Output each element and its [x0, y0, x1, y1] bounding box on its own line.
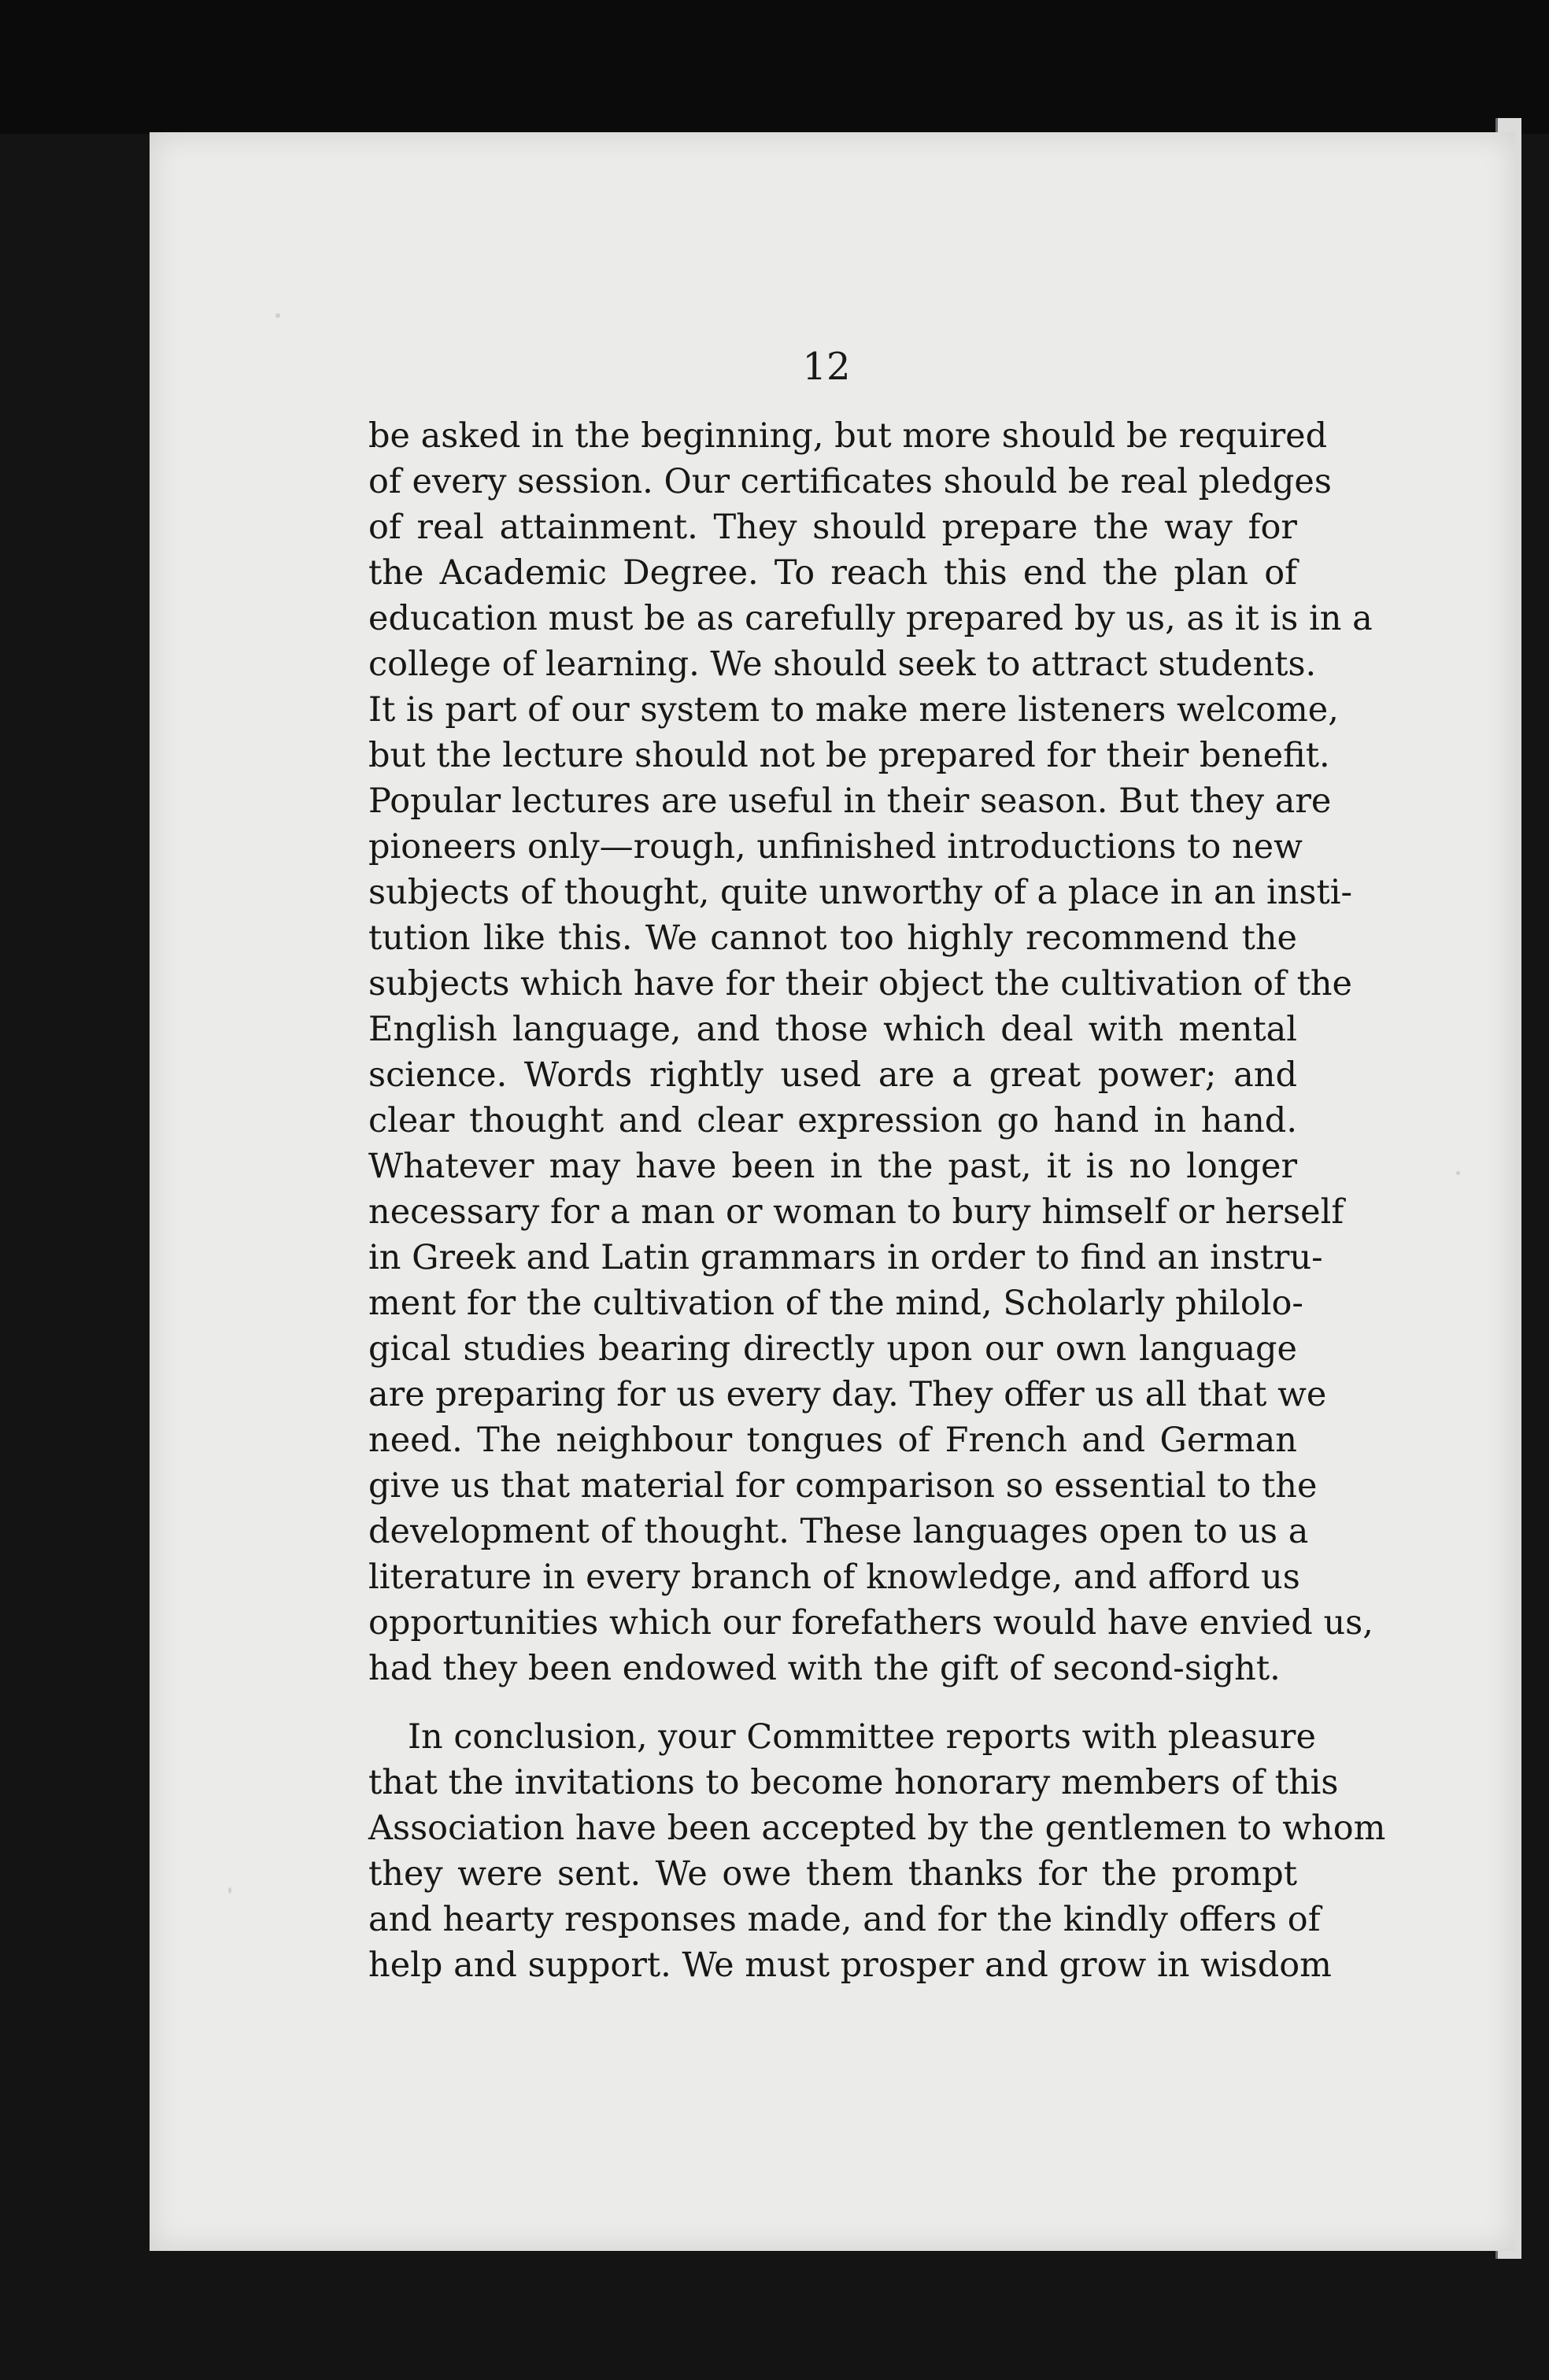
text-line: be asked in the beginning, but more should be required: [368, 416, 1328, 456]
dust-speck: [228, 1887, 231, 1894]
text-line: they were sent. We owe them thanks for the prompt: [368, 1854, 1297, 1894]
text-line: development of thought. These languages open to us a: [368, 1512, 1309, 1551]
text-line: are preparing for us every day. They offer us all that we: [368, 1375, 1327, 1414]
text-line: the Academic Degree. To reach this end the plan of: [368, 553, 1297, 593]
text-line: In conclusion, your Committee reports with pleasure: [408, 1717, 1316, 1757]
text-line: literature in every branch of knowledge, and afford us: [368, 1558, 1300, 1597]
paragraph-1: [368, 413, 1373, 1691]
text-line: clear thought and clear expression go hand in hand.: [368, 1101, 1297, 1140]
text-line: opportunities which our forefathers would have envied us,: [368, 1603, 1373, 1643]
text-line: It is part of our system to make mere listeners welcome,: [368, 690, 1339, 730]
page-number: 12: [802, 345, 851, 389]
text-line: Popular lectures are useful in their season. But they are: [368, 782, 1332, 821]
text-line: science. Words rightly used are a great power; and: [368, 1055, 1297, 1095]
text-line: of real attainment. They should prepare the way for: [368, 508, 1297, 547]
dust-speck: [1456, 1171, 1460, 1175]
text-line: Whatever may have been in the past, it is no longer: [368, 1147, 1297, 1186]
text-line: Association have been accepted by the gentlemen to whom: [368, 1809, 1386, 1848]
text-line: need. The neighbour tongues of French and German: [368, 1421, 1297, 1460]
paragraph-2: [368, 1714, 1386, 1988]
text-line: of every session. Our certificates should be real pledges: [368, 462, 1332, 501]
text-line: subjects of thought, quite unworthy of a place in an insti-: [368, 873, 1353, 912]
text-line: subjects which have for their object the cultivation of the: [368, 964, 1353, 1003]
text-line: in Greek and Latin grammars in order to find an instru-: [368, 1238, 1323, 1277]
text-line: necessary for a man or woman to bury himself or herself: [368, 1192, 1344, 1232]
text-line: help and support. We must prosper and grow in wisdom: [368, 1946, 1332, 1985]
text-line: had they been endowed with the gift of second-sight.: [368, 1649, 1281, 1688]
text-line: and hearty responses made, and for the kindly offers of: [368, 1900, 1321, 1939]
text-line: that the invitations to become honorary members of this: [368, 1763, 1339, 1802]
text-line: gical studies bearing directly upon our own language: [368, 1329, 1297, 1369]
text-line: tution like this. We cannot too highly recommend the: [368, 918, 1297, 958]
text-line: college of learning. We should seek to attract students.: [368, 645, 1317, 684]
text-line: give us that material for comparison so essential to the: [368, 1466, 1318, 1506]
text-line: English language, and those which deal with mental: [368, 1010, 1297, 1049]
text-line: but the lecture should not be prepared for their benefit.: [368, 736, 1330, 775]
dust-speck: [275, 313, 280, 318]
text-line: education must be as carefully prepared by us, as it is in a: [368, 599, 1373, 638]
text-line: pioneers only—rough, unfinished introductions to new: [368, 827, 1303, 867]
text-line: ment for the cultivation of the mind, Scholarly philolo-: [368, 1284, 1303, 1323]
scan-background: [0, 0, 1549, 134]
